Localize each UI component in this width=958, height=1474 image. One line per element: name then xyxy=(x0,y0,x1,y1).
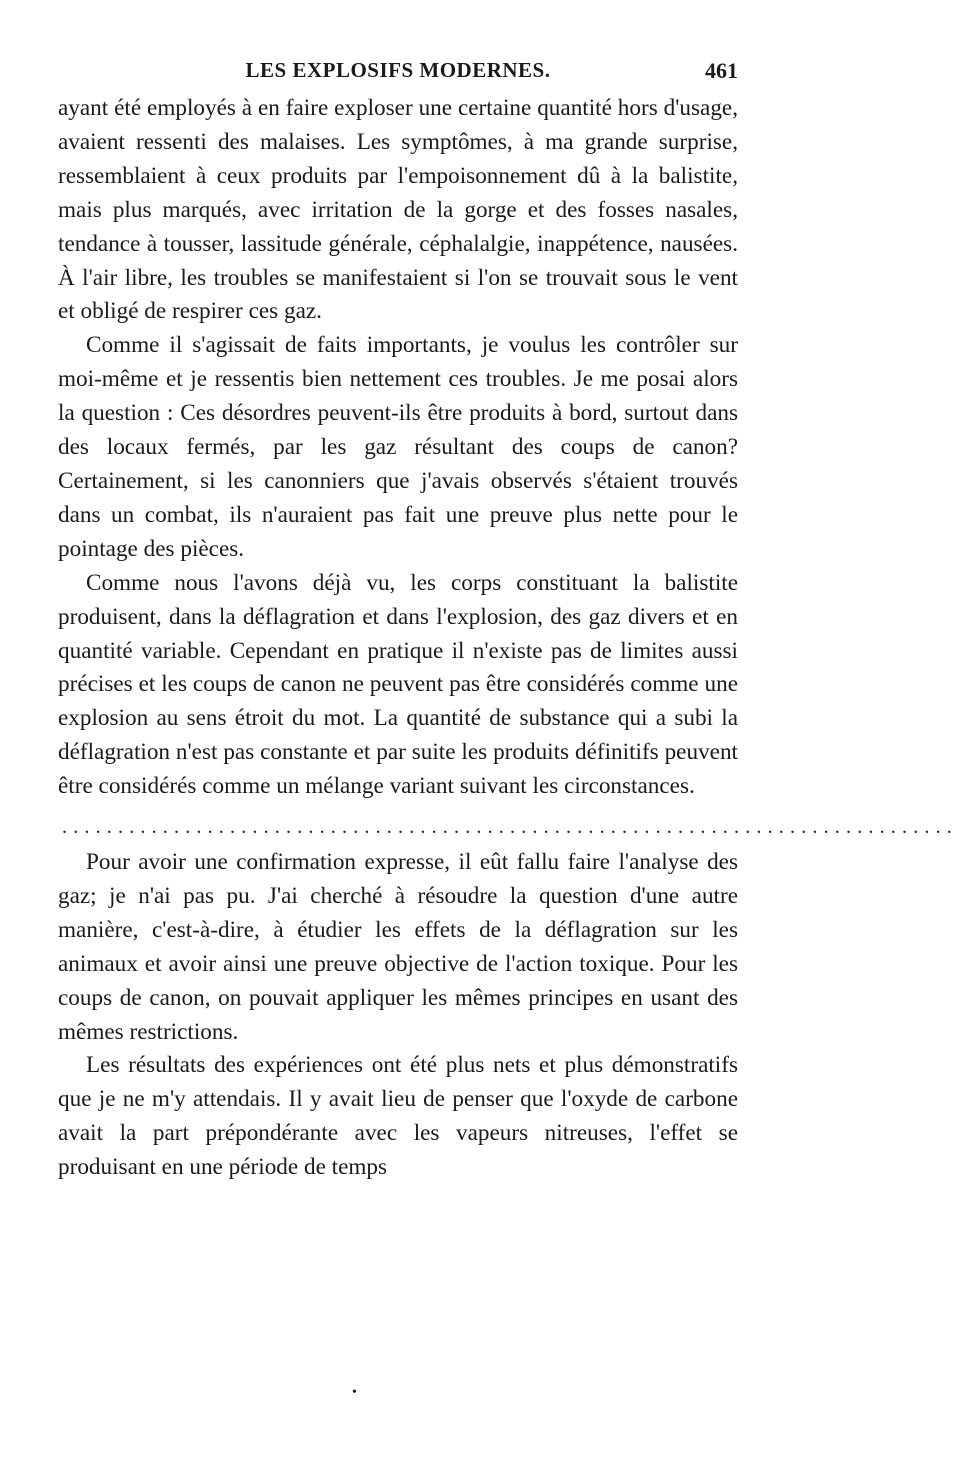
paragraph-1: ayant été employés à en faire exploser une certaine quantité hors d'usage, avaient ressenti des malaises. Les symptômes, à ma grande surprise, ressemblaient à ceux produits par l'empoisonnement dû à la balistite, mais plus marqués, avec irritation de la gorge et des fosses nasales, tendance à tousser, lassitude générale, céphalalgie, inappétence, nausées. À l'air libre, les troubles se manifestaient si l'on se trouvait sous le vent et obligé de respirer ces gaz. xyxy=(58,95,738,325)
paragraph-2: Comme il s'agissait de faits importants, je voulus les contrôler sur moi-même et je ressentis bien nettement ces troubles. Je me posai alors la question : Ces désordres peuvent-ils être produits à bord, surtout dans des locaux fermés, par les gaz résultant des coups de canon? Certainement, si les canonniers que j'avais observés s'étaient trouvés dans un combat, ils n'auraient pas fait une preuve plus nette pour le pointage des pièces. xyxy=(58,332,738,562)
ink-dot: • xyxy=(352,1385,357,1400)
page-number: 461 xyxy=(705,58,738,83)
book-page xyxy=(58,52,958,1185)
body-text xyxy=(58,92,958,1185)
paragraph-3: Comme nous l'avons déjà vu, les corps constituant la balistite produisent, dans la déflagration et dans l'explosion, des gaz divers et en quantité variable. Cependant en pratique il n'existe pas de limites aussi précises et les coups de canon ne peuvent pas être considérés comme une explosion au sens étroit du mot. La quantité de substance qui a subi la déflagration n'est pas constante et par suite les produits définitifs peuvent être considérés comme un mélange variant suivant les circonstances. xyxy=(58,569,738,800)
running-title: LES EXPLOSIFS MODERNES. xyxy=(245,58,551,82)
page-header xyxy=(58,52,738,92)
paragraph-4: Pour avoir une confirmation expresse, il eût fallu faire l'analyse des gaz; je n'ai pas pu. J'ai cherché à résoudre la question d'une autre manière, c'est-à-dire, à étudier les effets de la déflagration sur les animaux et avoir ainsi une preuve objective de l'action toxique. Pour les coups de canon, on pouvait appliquer les mêmes principes en usant des mêmes restrictions. xyxy=(58,849,738,1045)
dotted-separator: ................................................................................ xyxy=(62,816,958,839)
paragraph-5: Les résultats des expériences ont été plus nets et plus démonstratifs que je ne m'y attendais. Il y avait lieu de penser que l'oxyde de carbone avait la part prépondérante avec les vapeurs nitreuses, l'effet se produisant en une période de temps xyxy=(58,1052,738,1181)
